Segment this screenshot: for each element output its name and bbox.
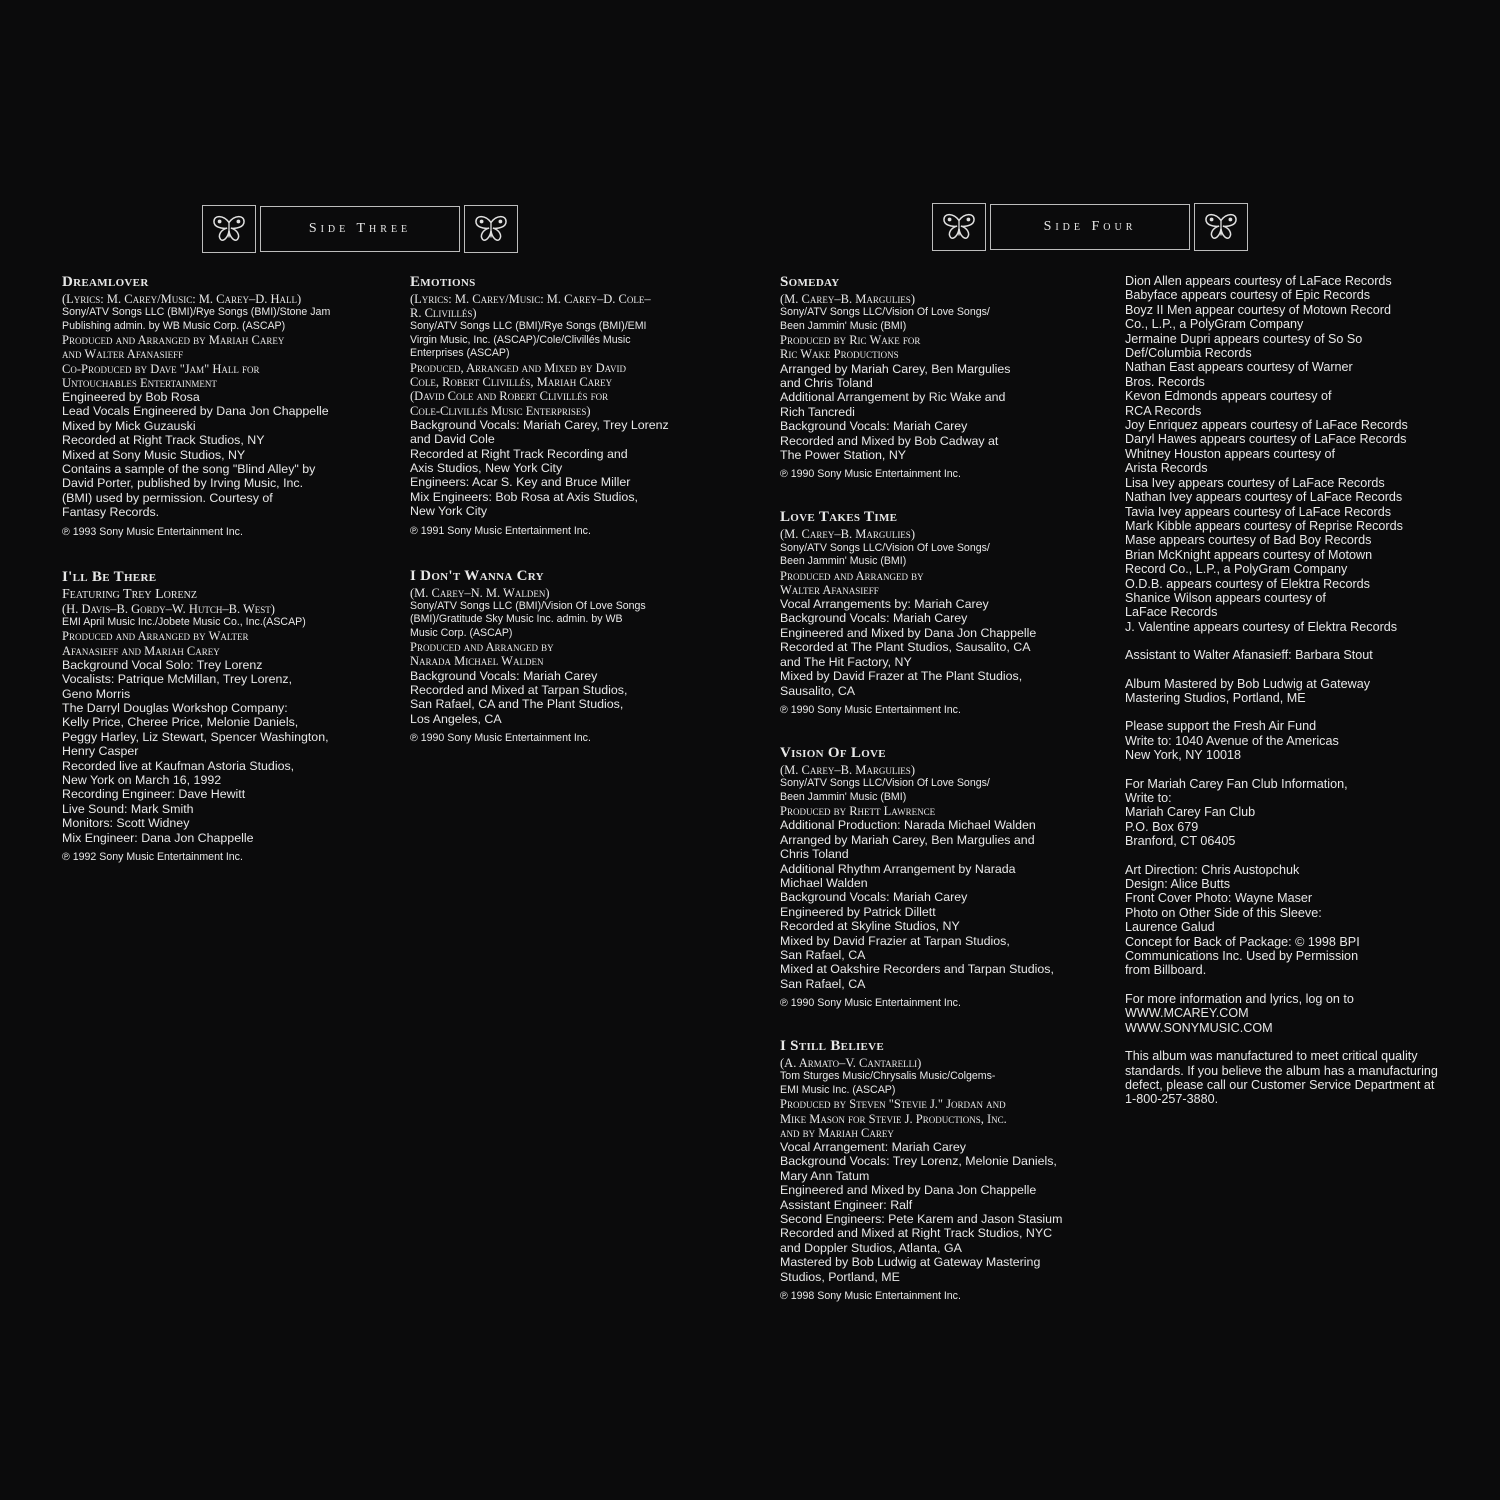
track-title: Vision Of Love [780,744,886,761]
credit-line: Engineered and Mixed by Dana Jon Chappelle [780,1183,1037,1198]
credit-line: Arranged by Mariah Carey, Ben Margulies [780,361,1011,376]
copyright-line: ℗ 1991 Sony Music Entertainment Inc. [410,524,591,537]
note-line: Please support the Fresh Air Fund [1125,719,1317,734]
note-line: This album was manufactured to meet critical quality [1125,1049,1418,1064]
credit-line: Fantasy Records. [62,505,160,520]
note-line: Branford, CT 06405 [1125,834,1236,849]
credit-line: Arranged by Mariah Carey, Ben Margulies and [780,832,1035,847]
notes-mastered [1125,677,1455,706]
credit-line: Background Vocals: Mariah Carey, Trey Lorenz [410,417,669,432]
credit-line: EMI April Music Inc./Jobete Music Co., Inc.(ASCAP) [62,615,306,628]
credit-line: Engineered and Mixed by Dana Jon Chappelle [780,625,1037,640]
note-line: LaFace Records [1125,605,1218,620]
credit-line: Produced and Arranged by [410,640,554,655]
side-three-column-2 [410,274,740,771]
credit-line: (A. Armato–V. Cantarelli) [780,1056,922,1071]
track-credit [780,745,1110,1010]
track-credit [780,1038,1110,1303]
credit-line: Walter Afanasieff [780,582,879,597]
track-title: I Don't Wanna Cry [410,567,544,584]
credit-line: The Darryl Douglas Workshop Company: [62,701,288,715]
note-line: Co., L.P., a PolyGram Company [1125,317,1304,332]
credit-line: Produced and Arranged by [780,568,924,583]
butterfly-icon [940,211,978,243]
credit-line: (Lyrics: M. Carey/Music: M. Carey–D. Cole– [410,292,651,306]
spacer [1125,763,1455,777]
note-line: standards. If you believe the album has a manufacturing [1125,1063,1438,1078]
note-line: For more information and lyrics, log on to [1125,991,1354,1006]
note-line: O.D.B. appears courtesy of Elektra Records [1125,576,1370,591]
credit-line: Axis Studios, New York City [410,460,563,475]
credit-line: Background Vocal Solo: Trey Lorenz [62,657,263,672]
butterfly-icon [1202,211,1240,243]
credit-line: Co-Produced by Dave "Jam" Hall for [62,361,260,376]
copyright-line: ℗ 1990 Sony Music Entertainment Inc. [780,703,961,716]
credit-line: Sony/ATV Songs LLC/Vision Of Love Songs/ [780,541,990,554]
credit-line: Monitors: Scott Widney [62,816,190,831]
notes-web [1125,992,1455,1035]
credit-line: Lead Vocals Engineered by Dana Jon Chappelle [62,404,329,419]
credit-line: Vocal Arrangement: Mariah Carey [780,1140,966,1154]
butterfly-emblem-left [932,203,986,251]
side-three-header [202,205,518,253]
note-line: Design: Alice Butts [1125,877,1230,892]
credit-line: Contains a sample of the song "Blind Alley" by [62,462,316,477]
butterfly-icon [472,213,510,245]
note-line: Daryl Hawes appears courtesy of LaFace Records [1125,432,1407,447]
credit-line: Sausalito, CA [780,683,856,698]
track-credit [62,274,382,539]
note-line: Joy Enriquez appears courtesy of LaFace Records [1125,418,1408,433]
note-line: Write to: 1040 Avenue of the Americas [1125,733,1339,748]
credit-line: Engineered by Bob Rosa [62,390,200,405]
spacer [1125,849,1455,863]
credit-line: (M. Carey–N. M. Walden) [410,585,550,600]
credit-line: Recorded at Right Track Recording and [410,446,628,461]
credit-line: and Doppler Studios, Atlanta, GA [780,1240,962,1255]
notes-courtesy [1125,274,1455,634]
notes-assistant [1125,648,1455,662]
note-line: Boyz II Men appear courtesy of Motown Record [1125,302,1391,317]
note-line: RCA Records [1125,403,1202,418]
credit-line: Engineered by Patrick Dillett [780,904,936,919]
credit-line: and The Hit Factory, NY [780,654,912,669]
credit-line: Sony/ATV Songs LLC (BMI)/Vision Of Love Songs [410,599,646,612]
note-line: Tavia Ivey appears courtesy of LaFace Records [1125,504,1391,519]
track-credit [62,569,382,864]
credit-line: (BMI) used by permission. Courtesy of [62,490,273,505]
notes-fresh-air [1125,719,1455,762]
credit-line: Geno Morris [62,686,131,701]
credit-line: Afanasieff and Mariah Carey [62,643,220,658]
credit-line: Rich Tancredi [780,404,855,419]
note-line: Brian McKnight appears courtesy of Motown [1125,547,1373,562]
note-line: New York, NY 10018 [1125,748,1241,763]
credit-line: Vocal Arrangements by: Mariah Carey [780,597,989,612]
note-line: Album Mastered by Bob Ludwig at Gateway [1125,676,1371,691]
credit-line: San Rafael, CA and The Plant Studios, [410,697,624,712]
credit-line: Mary Ann Tatum [780,1168,870,1183]
credit-line: Produced, Arranged and Mixed by David [410,360,627,375]
credit-line: Recording Engineer: Dave Hewitt [62,787,246,802]
note-line: Nathan Ivey appears courtesy of LaFace Records [1125,490,1403,505]
credit-line: Assistant Engineer: Ralf [780,1197,913,1212]
credit-line: New York on March 16, 1992 [62,773,222,788]
track-title: Emotions [410,274,476,290]
credit-line: (M. Carey–B. Margulies) [780,762,915,777]
notes-art [1125,863,1455,978]
credit-line: New York City [410,504,488,519]
credit-line: Background Vocals: Mariah Carey [780,419,968,434]
credit-line: Background Vocals: Mariah Carey [410,668,598,683]
spacer [1125,634,1455,648]
credit-line: and by Mariah Carey [780,1125,894,1140]
note-line: Shanice Wilson appears courtesy of [1125,590,1326,605]
note-line: Jermaine Dupri appears courtesy of So So [1125,331,1363,346]
butterfly-emblem-right [464,205,518,253]
credit-line: Been Jammin' Music (BMI) [780,319,907,332]
copyright-line: ℗ 1992 Sony Music Entertainment Inc. [62,851,243,864]
credit-line: Recorded at Skyline Studios, NY [780,919,960,934]
note-line: P.O. Box 679 [1125,819,1199,834]
side-three-column-1 [62,274,382,890]
credit-line: Additional Arrangement by Ric Wake and [780,390,1006,405]
credit-line: Live Sound: Mark Smith [62,801,194,816]
note-line: Mastering Studios, Portland, ME [1125,690,1306,705]
credit-line: Second Engineers: Pete Karem and Jason Stasium [780,1212,1063,1227]
credit-line: Tom Sturges Music/Chrysalis Music/Colgems- [780,1070,996,1083]
note-line: WWW.SONYMUSIC.COM [1125,1020,1273,1035]
credit-line: Ric Wake Productions [780,347,899,362]
credit-line: Music Corp. (ASCAP) [410,626,513,639]
credit-line: Henry Casper [62,744,139,759]
credit-line: Sony/ATV Songs LLC/Vision Of Love Songs/ [780,306,990,319]
copyright-line: ℗ 1990 Sony Music Entertainment Inc. [410,732,591,745]
credits-notes-column [1125,274,1455,1107]
butterfly-icon [210,213,248,245]
credit-line: Been Jammin' Music (BMI) [780,555,907,568]
credit-line: Vocalists: Patrique McMillan, Trey Lorenz, [62,672,293,687]
credit-line: Background Vocals: Trey Lorenz, Melonie Daniels, [780,1154,1057,1169]
track-title: Dreamlover [62,274,149,290]
credit-line: Background Vocals: Mariah Carey [780,890,968,905]
credit-line: Produced and Arranged by Walter [62,629,249,644]
credit-line: David Porter, published by Irving Music, Inc. [62,476,304,491]
butterfly-emblem-left [202,205,256,253]
note-line: For Mariah Carey Fan Club Information, [1125,776,1348,791]
credit-line: The Power Station, NY [780,448,907,463]
spacer [1125,1035,1455,1049]
side-four-label: Side Four [990,204,1190,250]
credit-line: Mix Engineer: Dana Jon Chappelle [62,830,254,845]
credit-line: Chris Toland [780,847,849,862]
copyright-line: ℗ 1998 Sony Music Entertainment Inc. [780,1290,961,1303]
note-line: Front Cover Photo: Wayne Maser [1125,891,1313,906]
credit-line: Recorded and Mixed by Bob Cadway at [780,433,999,448]
credit-line: and Walter Afanasieff [62,347,184,362]
note-line: Bros. Records [1125,374,1205,389]
credit-line: Additional Production: Narada Michael Walden [780,818,1036,833]
credit-line: Mike Mason for Stevie J. Productions, Inc. [780,1111,1007,1126]
track-title: Someday [780,274,840,290]
note-line: Babyface appears courtesy of Epic Records [1125,288,1371,303]
credit-line: Engineers: Acar S. Key and Bruce Miller [410,475,631,490]
note-line: J. Valentine appears courtesy of Elektra Records [1125,619,1398,634]
credit-line: R. Clivillés) [410,306,477,321]
note-line: Kevon Edmonds appears courtesy of [1125,389,1332,404]
note-line: defect, please call our Customer Service Department at [1125,1077,1435,1092]
credit-line: Additional Rhythm Arrangement by Narada [780,861,1016,876]
credit-line: Mixed by David Frazer at The Plant Studios, [780,669,1023,684]
credit-line: Produced by Ric Wake for [780,333,921,348]
copyright-line: ℗ 1990 Sony Music Entertainment Inc. [780,997,961,1010]
note-line: Arista Records [1125,461,1208,476]
note-line: Write to: [1125,791,1172,805]
credit-line: San Rafael, CA [780,976,866,991]
credit-line: (M. Carey–B. Margulies) [780,527,915,542]
spacer [1125,705,1455,719]
credit-line: and David Cole [410,432,495,447]
credit-line: (Lyrics: M. Carey/Music: M. Carey–D. Hall) [62,292,302,306]
credit-line: (David Cole and Robert Clivillés for [410,389,609,404]
credit-line: Mastered by Bob Ludwig at Gateway Mastering [780,1255,1041,1270]
track-credit [780,509,1110,716]
note-line: Laurence Galud [1125,920,1215,935]
credit-line: Been Jammin' Music (BMI) [780,790,907,803]
note-line: Communications Inc. Used by Permission [1125,949,1359,964]
note-line: WWW.MCAREY.COM [1125,1006,1249,1021]
credit-line: Kelly Price, Cheree Price, Melonie Daniels, [62,715,299,730]
note-line: Art Direction: Chris Austopchuk [1125,862,1300,877]
credit-line: Recorded at Right Track Studios, NY [62,433,265,448]
note-line: Record Co., L.P., a PolyGram Company [1125,562,1348,577]
credit-line: Enterprises (ASCAP) [410,347,510,360]
credit-line: Peggy Harley, Liz Stewart, Spencer Washington, [62,729,329,744]
track-credit [410,568,740,746]
note-line: Def/Columbia Records [1125,346,1252,361]
credit-line: Narada Michael Walden [410,654,544,669]
track-title: I'll Be There [62,568,157,585]
note-line: Mase appears courtesy of Bad Boy Records [1125,533,1372,548]
note-line: Mark Kibble appears courtesy of Reprise Records [1125,518,1403,533]
notes-fan-club [1125,777,1455,849]
credit-line: Mixed by Mick Guzauski [62,418,196,433]
credit-line: Publishing admin. by WB Music Corp. (ASCAP) [62,319,286,332]
credit-line: Mix Engineers: Bob Rosa at Axis Studios, [410,489,638,504]
spacer [1125,978,1455,992]
credit-line: Recorded live at Kaufman Astoria Studios, [62,758,295,773]
track-title: Love Takes Time [780,509,898,526]
track-featuring: Featuring Trey Lorenz [62,586,197,602]
side-four-header [932,203,1248,251]
note-line: from Billboard. [1125,963,1207,978]
credit-line: Untouchables Entertainment [62,375,217,390]
butterfly-emblem-right [1194,203,1248,251]
credit-line: Produced and Arranged by Mariah Carey [62,333,285,348]
copyright-line: ℗ 1990 Sony Music Entertainment Inc. [780,468,961,481]
credit-line: Mixed by David Frazier at Tarpan Studios, [780,933,1010,948]
credit-line: Sony/ATV Songs LLC (BMI)/Rye Songs (BMI)/EMI [410,320,647,333]
note-line: 1-800-257-3880. [1125,1092,1219,1107]
credit-line: Cole, Robert Clivillés, Mariah Carey [410,375,613,390]
note-line: Concept for Back of Package: © 1998 BPI [1125,934,1360,949]
credit-line: Los Angeles, CA [410,711,502,726]
credit-line: Recorded and Mixed at Right Track Studios, NYC [780,1226,1053,1241]
copyright-line: ℗ 1993 Sony Music Entertainment Inc. [62,525,243,538]
note-line: Dion Allen appears courtesy of LaFace Records [1125,274,1392,288]
credit-line: San Rafael, CA [780,947,866,962]
credit-line: (M. Carey–B. Margulies) [780,292,915,306]
note-line: Assistant to Walter Afanasieff: Barbara Stout [1125,648,1373,663]
credit-line: Sony/ATV Songs LLC (BMI)/Rye Songs (BMI)/Stone Jam [62,306,331,319]
notes-quality [1125,1049,1455,1107]
note-line: Nathan East appears courtesy of Warner [1125,360,1353,375]
credit-line: Produced by Steven "Stevie J." Jordan and [780,1097,1006,1112]
track-title: I Still Believe [780,1038,885,1055]
credit-line: EMI Music Inc. (ASCAP) [780,1083,896,1096]
credit-line: Mixed at Sony Music Studios, NY [62,447,246,462]
note-line: Whitney Houston appears courtesy of [1125,446,1336,461]
credit-line: Recorded at The Plant Studios, Sausalito, CA [780,640,1031,655]
credit-line: Michael Walden [780,875,868,890]
credit-line: and Chris Toland [780,376,873,391]
credit-line: Produced by Rhett Lawrence [780,804,936,819]
credit-line: Recorded and Mixed at Tarpan Studios, [410,683,628,698]
credit-line: (BMI)/Gratitude Sky Music Inc. admin. by WB [410,613,623,626]
track-credit [410,274,740,538]
side-four-column-1 [780,274,1110,1329]
credit-line: Virgin Music, Inc. (ASCAP)/Cole/Clivillés Music [410,333,631,346]
credit-line: (H. Davis–B. Gordy–W. Hutch–B. West) [62,601,275,616]
credit-line: Sony/ATV Songs LLC/Vision Of Love Songs/ [780,777,990,790]
track-credit [780,274,1110,481]
credit-line: Cole-Clivillés Music Enterprises) [410,403,591,418]
side-three-label: Side Three [260,206,460,252]
credit-line: Studios, Portland, ME [780,1269,900,1284]
note-line: Mariah Carey Fan Club [1125,805,1256,820]
note-line: Lisa Ivey appears courtesy of LaFace Records [1125,475,1385,490]
spacer [1125,663,1455,677]
credit-line: Background Vocals: Mariah Carey [780,611,968,626]
credit-line: Mixed at Oakshire Recorders and Tarpan Studios, [780,962,1054,977]
note-line: Photo on Other Side of this Sleeve: [1125,905,1322,920]
